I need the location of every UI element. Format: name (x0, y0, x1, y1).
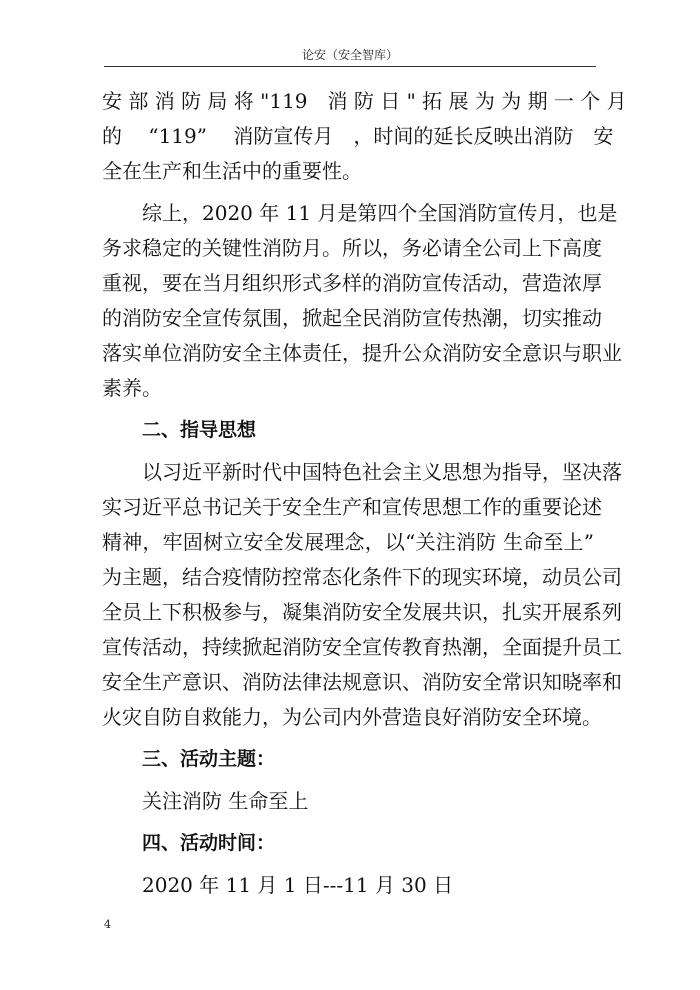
guiding-ideology-paragraph (102, 455, 622, 735)
text-line: 以习近平新时代中国特色社会主义思想为指导，坚决落 (142, 460, 622, 484)
section-heading-activity-time: 四、活动时间： (142, 832, 276, 854)
intro-paragraph (102, 84, 627, 189)
activity-theme-text: 关注消防 生命至上 (142, 789, 309, 813)
text-line: 火灾自防自救能力，为公司内外营造良好消防安全环境。 (102, 705, 602, 729)
document-body (102, 84, 627, 903)
text-line: 的消防安全宣传氛围，掀起全民消防宣传热潮，切实推动 (102, 306, 602, 330)
text-line: 落实单位消防安全主体责任，提升公众消防安全意识与职业 (102, 341, 622, 365)
section-heading-activity-theme: 三、活动主题： (142, 748, 276, 770)
text-line: 安 部 消 防 局 将 "119 消 防 日 " 拓 展 为 为 期 一 个 月 (102, 89, 627, 113)
text-line: 全员上下积极参与，凝集消防安全发展共识，扎实开展系列 (102, 600, 622, 624)
page-header: 论安（安全智库） (301, 48, 398, 62)
section-heading-guiding-ideology: 二、指导思想 (142, 419, 257, 441)
text-line: 务求稳定的关键性消防月。所以，务必请全公司上下高度 (102, 236, 602, 260)
text-line: 素养。 (102, 376, 162, 400)
text-line: 实习近平总书记关于安全生产和宣传思想工作的重要论述 (102, 495, 602, 519)
text-line: 安全生产意识、消防法律法规意识、消防安全常识知晓率和 (102, 670, 622, 694)
summary-paragraph (102, 196, 622, 406)
page-number: 4 (104, 918, 111, 931)
text-line: 综上，2020 年 11 月是第四个全国消防宣传月，也是 (142, 201, 618, 225)
text-line: 精神，牢固树立安全发展理念，以“关注消防 生命至上” (102, 530, 594, 554)
text-line: 为主题，结合疫情防控常态化条件下的现实环境，动员公司 (102, 565, 622, 589)
text-line: 全在生产和生活中的重要性。 (102, 159, 362, 183)
text-line: 的 “119” 消防宣传月 ，时间的延长反映出消防 安 (102, 124, 614, 148)
text-line: 宣传活动，持续掀起消防安全宣传教育热潮，全面提升员工 (102, 635, 622, 659)
header-rule (104, 66, 596, 67)
activity-time-text: 2020 年 11 月 1 日---11 月 30 日 (142, 873, 454, 897)
text-line: 重视，要在当月组织形式多样的消防宣传活动，营造浓厚 (102, 271, 602, 295)
